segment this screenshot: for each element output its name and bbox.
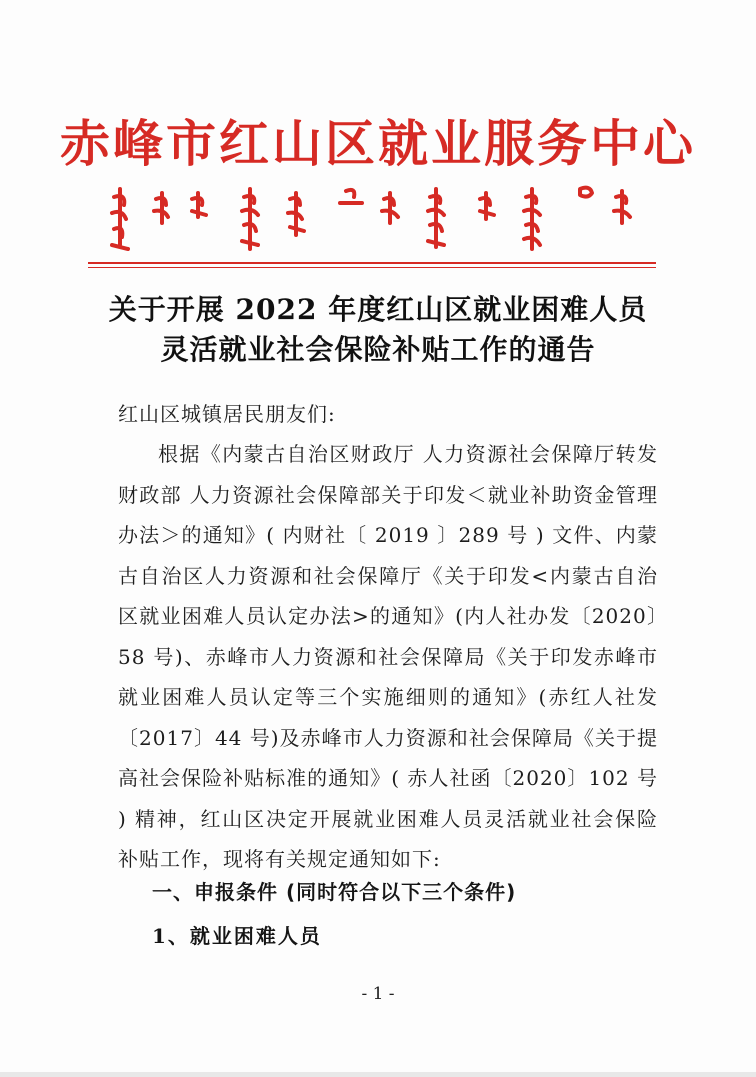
- letterhead-divider: [88, 262, 656, 264]
- document-title-line2: 灵活就业社会保险补贴工作的通告: [160, 333, 596, 366]
- page-number: - 1 -: [361, 984, 395, 1004]
- section-heading: 一、申报条件 (同时符合以下三个条件): [152, 880, 517, 904]
- subsection-heading: 1、就业困难人员: [152, 924, 322, 948]
- letterhead-divider-thin: [88, 267, 656, 268]
- body-paragraph: 根据《内蒙古自治区财政厅 人力资源社会保障厅转发财政部 人力资源社会保障部关于印发＜就业补助资金管理办法＞的通知》( 内财社〔 2019 〕289 号 ) 文件、内蒙古自治区人力资源和社会保障厅《关于印发<内蒙古自治区就业困难人员认定办法>的通知》(内人社办发〔2020〕58 号)、赤峰市人力资源和社会保障局《关于印发赤峰市就业困难人员认定等三个实施细则的通知》(赤红人社发〔2017〕44 号)及赤峰市人力资源和社会保障局《关于提高社会保险补贴标准的通知》( 赤人社函〔2020〕102 号 ) 精神，红山区决定开展就业困难人员灵活就业社会保险补贴工作，现将有关规定通知如下:: [118, 442, 658, 871]
- mongolian-script-logo: [100, 183, 660, 255]
- salutation: 红山区城镇居民朋友们:: [118, 402, 336, 426]
- letterhead-org-name: 赤峰市红山区就业服务中心: [60, 114, 696, 173]
- document-title-line1: 关于开展 2022 年度红山区就业困难人员: [108, 293, 648, 326]
- scan-bottom-edge: [0, 1072, 756, 1077]
